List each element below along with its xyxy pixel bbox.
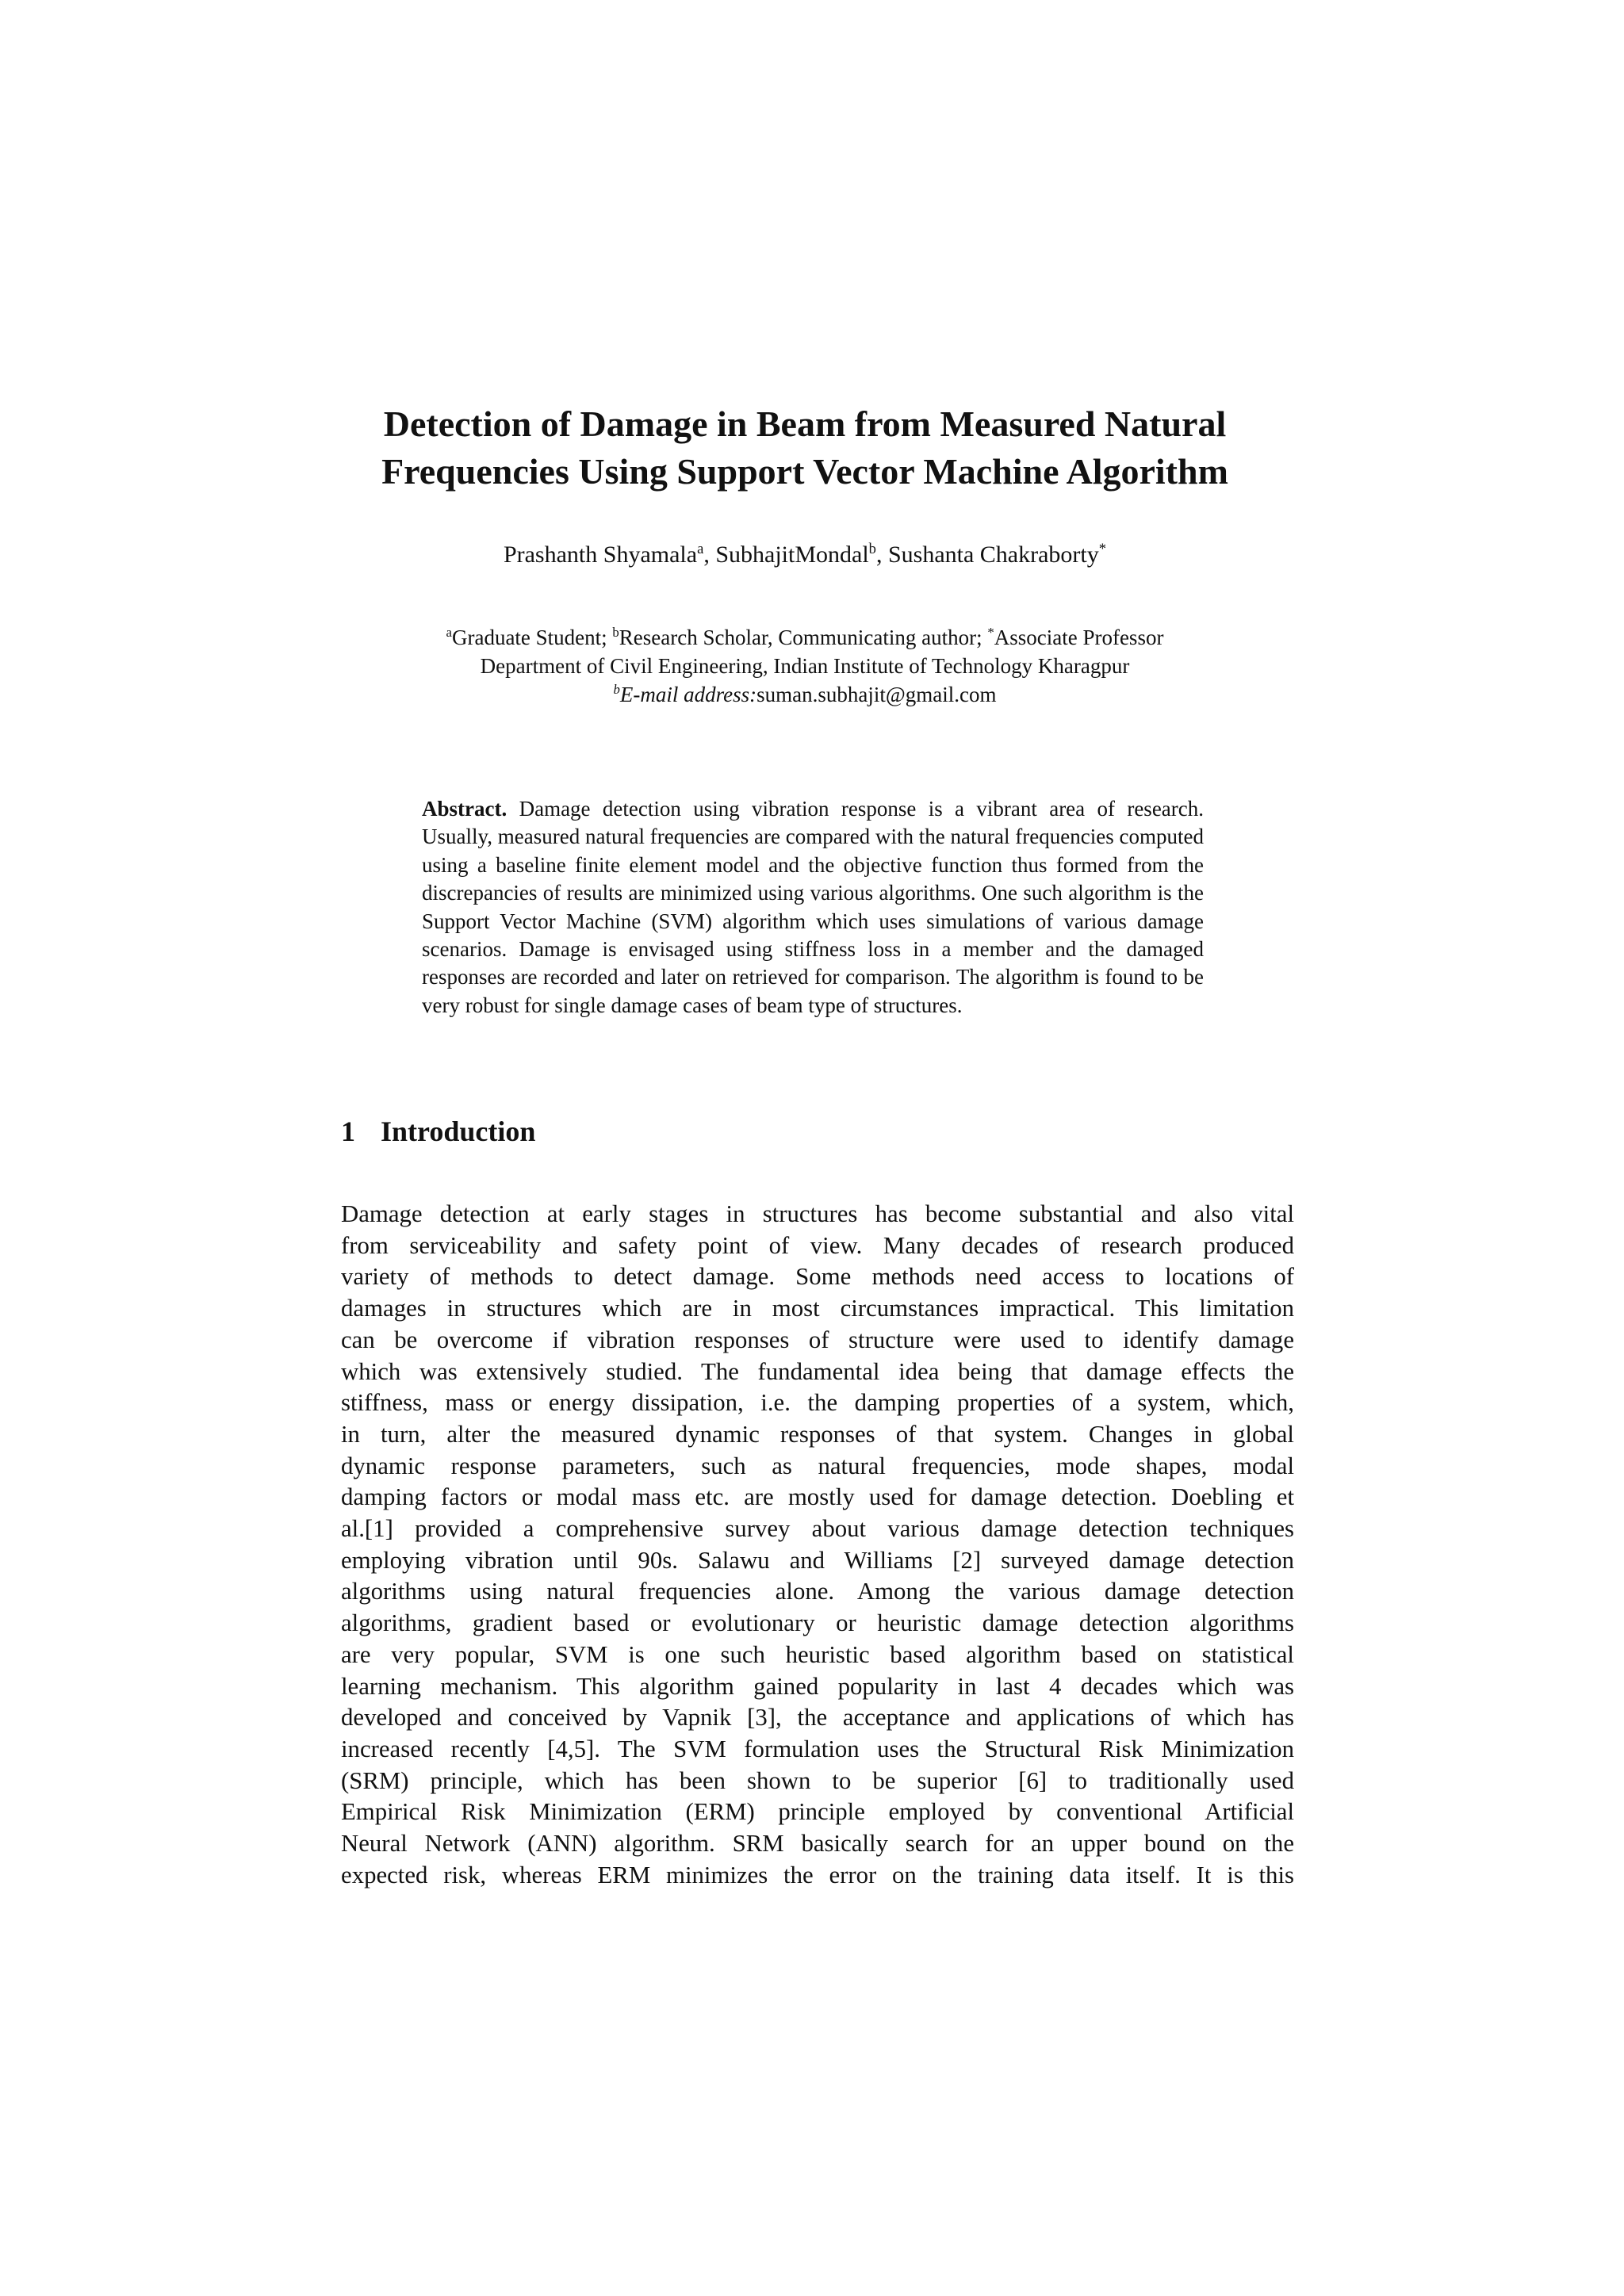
role-text: Research Scholar, Communicating author; bbox=[619, 626, 988, 649]
author-list bbox=[238, 539, 1372, 571]
abstract-text: Damage detection using vibration response is a vibrant area of research. Usually, measured natural frequencies are compared with the natural frequencies computed using a baseline finite element model and the objective function thus formed from the discrepancies of results are minimized using various algorithms. One such algorithm is the Support Vector Machine (SVM) algorithm which uses simulations of various damage scenarios. Damage is envisaged using stiffness loss in a member and the damaged responses are recorded and later on retrieved for comparison. The algorithm is found to be very robust for single damage cases of beam type of structures. bbox=[422, 797, 1205, 1017]
text-line: which was extensively studied. The fundamental idea being that damage effects the bbox=[341, 1357, 1294, 1385]
introduction-body bbox=[341, 1199, 1294, 1891]
role-mark: a bbox=[446, 625, 452, 640]
section-number: 1 bbox=[341, 1115, 355, 1147]
role-mark: * bbox=[987, 625, 994, 640]
author-roles bbox=[238, 623, 1372, 652]
text-line: expected risk, whereas ERM minimizes the error on the training data itself. It is this bbox=[341, 1861, 1294, 1888]
text-line: learning mechanism. This algorithm gained popularity in last 4 decades which was bbox=[341, 1672, 1294, 1700]
title-line-1: Detection of Damage in Beam from Measured Natural bbox=[383, 404, 1227, 444]
section-title: Introduction bbox=[381, 1115, 536, 1147]
role-text: Associate Professor bbox=[994, 626, 1164, 649]
author-name: Prashanth Shyamala bbox=[503, 541, 698, 568]
paper-title bbox=[238, 400, 1372, 496]
text-line: Damage detection at early stages in structures has become substantial and also vital bbox=[341, 1200, 1294, 1227]
email-label: E-mail address: bbox=[619, 683, 757, 706]
affiliation-block bbox=[238, 623, 1372, 709]
author-name: SubhajitMondal bbox=[715, 541, 869, 568]
department: Department of Civil Engineering, Indian Institute of Technology Kharagpur bbox=[480, 654, 1130, 678]
text-line: in turn, alter the measured dynamic responses of that system. Changes in global bbox=[341, 1420, 1294, 1448]
text-line: damages in structures which are in most circumstances impractical. This limitation bbox=[341, 1295, 1294, 1322]
author-separator: , bbox=[703, 541, 716, 568]
email-line bbox=[238, 680, 1372, 709]
role-text: Graduate Student; bbox=[451, 626, 613, 649]
text-line: Empirical Risk Minimization (ERM) principle employed by conventional Artificial bbox=[341, 1798, 1294, 1826]
text-line: al.[1] provided a comprehensive survey about various damage detection techniques bbox=[341, 1515, 1294, 1543]
text-line: increased recently [4,5]. The SVM formulation uses the Structural Risk Minimization bbox=[341, 1735, 1294, 1762]
abstract bbox=[422, 795, 1204, 1020]
role-mark: b bbox=[612, 625, 619, 640]
text-line: stiffness, mass or energy dissipation, i.e. the damping properties of a system, which, bbox=[341, 1389, 1294, 1417]
email-link[interactable]: suman.subhajit@gmail.com bbox=[756, 683, 997, 706]
text-line: dynamic response parameters, such as natural frequencies, mode shapes, modal bbox=[341, 1452, 1294, 1479]
text-line: Neural Network (ANN) algorithm. SRM basically search for an upper bound on the bbox=[341, 1830, 1294, 1858]
text-line: developed and conceived by Vapnik [3], the acceptance and applications of which has bbox=[341, 1704, 1294, 1732]
author-separator: , bbox=[875, 541, 888, 568]
text-line: are very popular, SVM is one such heuristic based algorithm based on statistical bbox=[341, 1640, 1294, 1668]
text-line: from serviceability and safety point of view. Many decades of research produced bbox=[341, 1231, 1294, 1259]
text-line: algorithms using natural frequencies alone. Among the various damage detection bbox=[341, 1578, 1294, 1605]
email-mark: b bbox=[613, 682, 620, 697]
text-line: employing vibration until 90s. Salawu and Williams [2] surveyed damage detection bbox=[341, 1546, 1294, 1574]
text-line: (SRM) principle, which has been shown to be superior [6] to traditionally used bbox=[341, 1766, 1294, 1794]
text-line: can be overcome if vibration responses of structure were used to identify damage bbox=[341, 1326, 1294, 1353]
text-line: damping factors or modal mass etc. are mostly used for damage detection. Doebling et bbox=[341, 1483, 1294, 1511]
text-line: algorithms, gradient based or evolutionary or heuristic damage detection algorithms bbox=[341, 1609, 1294, 1637]
author-mark: * bbox=[1098, 541, 1107, 557]
abstract-label: Abstract. bbox=[422, 797, 508, 821]
text-line: variety of methods to detect damage. Some methods need access to locations of bbox=[341, 1263, 1294, 1291]
author-name: Sushanta Chakraborty bbox=[887, 541, 1099, 568]
author-mark: b bbox=[868, 541, 876, 557]
author-mark: a bbox=[697, 541, 704, 557]
section-heading bbox=[341, 1114, 535, 1149]
title-line-2: Frequencies Using Support Vector Machine Algorithm bbox=[381, 451, 1228, 492]
